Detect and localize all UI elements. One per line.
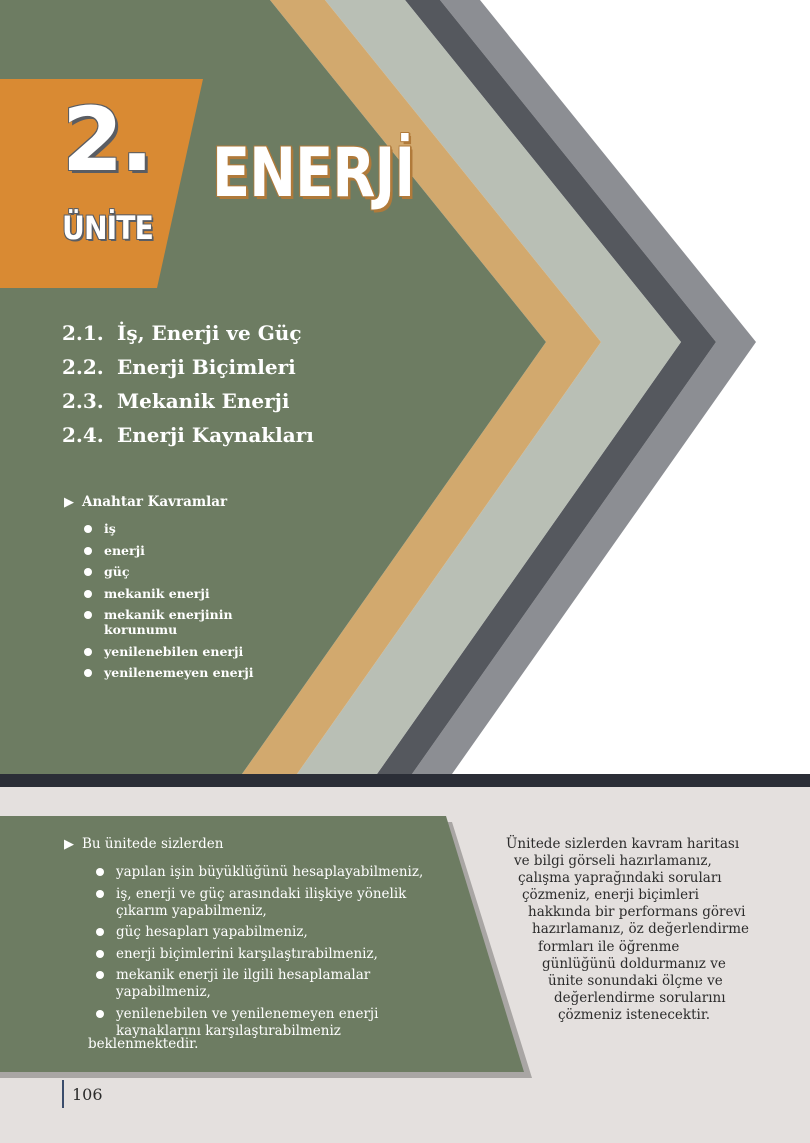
paragraph-line: hakkında bir performans görevi [528,904,746,921]
section-item [62,418,314,452]
bullet-icon [96,890,104,898]
key-concepts-list [84,521,284,687]
list-item [84,543,284,558]
paragraph-line: formları ile öğrenme [538,938,680,955]
paragraph-line: Ünitede sizlerden kavram haritası [506,836,740,852]
paragraph-line: çözmeniz istenecektir. [558,1006,711,1023]
list-item-text: güç [104,564,130,579]
paragraph-line: çalışma yaprağındaki soruları [518,870,722,887]
bullet-icon [96,1010,104,1018]
list-item-text: mekanik enerjinin korunumu [104,607,233,637]
bullet-icon [96,868,104,876]
paragraph-line: çözmeniz, enerji biçimleri [522,887,699,904]
list-item-text: güç hesapları yapabilmeniz, [116,924,308,940]
section-title: İş, Enerji ve Güç [117,321,302,345]
list-item [96,946,456,963]
list-item [96,886,456,920]
list-item [84,521,284,536]
bullet-icon [84,648,92,656]
goals-list [96,864,456,1044]
bullet-icon [84,669,92,677]
list-item [96,924,456,941]
list-item [96,864,456,881]
section-title: Mekanik Enerji [117,389,290,413]
list-item-text: enerji [104,542,145,558]
section-item [62,350,314,384]
section-item [62,316,314,350]
bullet-icon [96,971,104,979]
paragraph-line: günlüğünü doldurmanız ve [542,955,726,972]
page-number: 106 [72,1085,103,1104]
list-item-text: yenilenemeyen enerji [104,665,254,680]
bullet-icon [96,950,104,958]
paragraph-line: ve bilgi görseli hazırlamanız, [514,853,712,870]
list-item-text: mekanik enerji ile ilgili hesaplamalar yapabilmeniz, [116,967,371,1000]
bullet-icon [96,928,104,936]
section-list [62,316,314,452]
page-number-rule [62,1080,64,1108]
list-item [84,564,284,579]
section-number: 2.1. [62,321,104,345]
bullet-icon [84,611,92,619]
section-item [62,384,314,418]
paragraph-line: değerlendirme sorularını [554,989,726,1006]
side-paragraph [500,836,750,1024]
list-item [96,1006,456,1040]
bullet-icon [84,547,92,555]
bullet-icon [84,525,92,533]
paragraph-line: hazırlamanız, öz değerlendirme [532,921,750,938]
section-number: 2.4. [62,423,104,447]
unit-title: ENERJİ [212,134,415,213]
list-item-text: enerji biçimlerini karşılaştırabilmeniz, [116,945,378,962]
paragraph-line: ünite sonundaki ölçme ve [548,972,723,989]
list-item [84,665,284,680]
unit-label: ÜNİTE [62,209,153,247]
triangle-right-icon: ▶ [64,836,74,852]
list-item [84,607,284,637]
key-concepts-title: Anahtar Kavramlar [82,494,228,510]
bullet-icon [84,590,92,598]
list-item-text: yenilenebilen ve yenilenemeyen enerji kaynaklarını karşılaştırabilmeniz [116,1005,379,1039]
goals-ending: beklenmektedir. [88,1036,199,1052]
bullet-icon [84,568,92,576]
triangle-right-icon: ▶ [64,494,74,510]
list-item [96,967,456,1001]
list-item-text: iş [104,521,116,536]
section-title: Enerji Biçimleri [117,355,296,379]
goals-title: Bu ünitede sizlerden [82,836,224,852]
list-item-text: yapılan işin büyüklüğünü hesaplayabilmeniz, [116,864,424,880]
list-item [84,586,284,601]
list-item [84,644,284,659]
unit-number: 2. [62,88,151,191]
key-concepts-heading [64,494,227,510]
section-number: 2.2. [62,355,104,379]
section-number: 2.3. [62,389,104,413]
list-item-text: iş, enerji ve güç arasındaki ilişkiye yönelik çıkarım yapabilmeniz, [116,885,407,919]
divider-bar [0,774,810,787]
goals-heading [64,836,223,852]
list-item-text: yenilenebilen enerji [104,643,244,659]
list-item-text: mekanik enerji [104,585,210,601]
section-title: Enerji Kaynakları [117,423,314,447]
